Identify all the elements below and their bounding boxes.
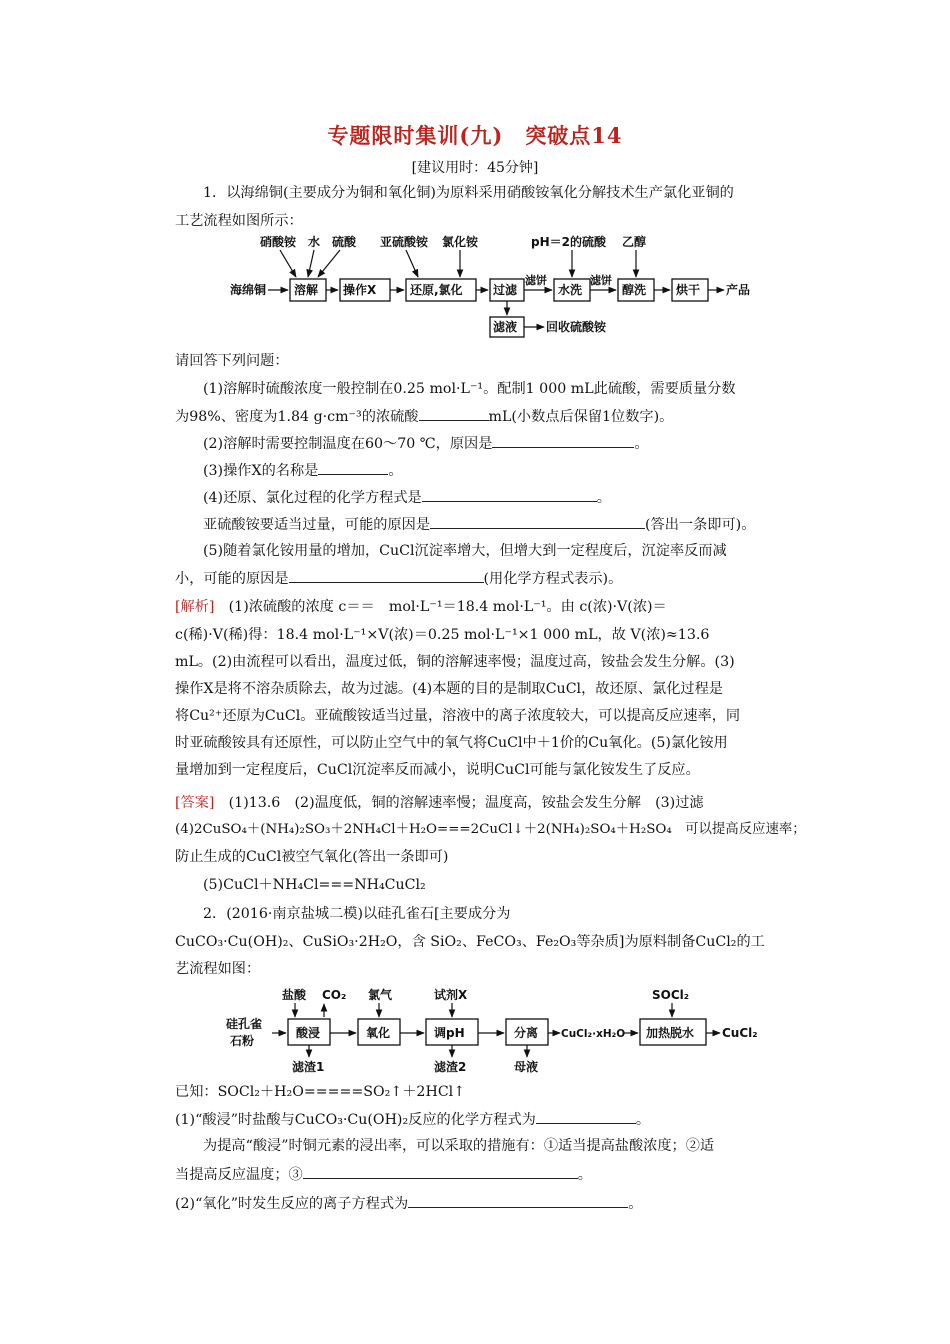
q1-part2: (2)溶解时需要控制温度在60～70 ℃，原因是 。 xyxy=(203,433,649,454)
flow2-mid: CuCl₂·xH₂O xyxy=(561,1028,626,1040)
flow1-step-alcwash-label: 醇洗 xyxy=(622,283,647,297)
answer-blank[interactable] xyxy=(408,1193,628,1208)
flow1-input-ammonium-sulfite: 亚硫酸铵 xyxy=(380,235,429,249)
flow1-input-water: 水 xyxy=(308,235,321,249)
flow2-residue2: 滤渣2 xyxy=(434,1060,467,1074)
q2-flow-diagram xyxy=(222,985,782,1077)
flow2-input-socl2: SOCl₂ xyxy=(652,988,690,1002)
q1-part3: (3)操作X的名称是 。 xyxy=(203,460,403,481)
answer-blank[interactable] xyxy=(422,487,597,502)
flow2-mother-liquor: 母液 xyxy=(514,1060,539,1074)
flow1-start: 海绵铜 xyxy=(230,283,267,297)
flow1-input-ph2-sulfuric: pH＝2的硫酸 xyxy=(531,235,606,249)
flow1-input-ethanol: 乙醇 xyxy=(622,235,647,249)
flow2-residue1: 滤渣1 xyxy=(292,1060,325,1074)
analysis-line5: 将Cu²⁺还原为CuCl。亚硫酸铵适当过量，溶液中的离子浓度较大，可以提高反应速率，同 xyxy=(175,708,741,724)
q2-stem-line2: CuCO₃·Cu(OH)₂、CuSiO₃·2H₂O，含 SiO₂、FeCO₃、Fe₂O₃等杂质]为原料制备CuCl₂的工 xyxy=(175,934,765,950)
flow2-step-dehydrate-label: 加热脱水 xyxy=(646,1026,695,1040)
flow1-filtrate: 滤液 xyxy=(493,320,518,334)
analysis-line7: 量增加到一定程度后，CuCl沉淀率反而减小，说明CuCl可能与氯化铵发生了反应。 xyxy=(175,762,700,778)
q1-part1-line2: 为98%、密度为1.84 g·cm⁻³的浓硫酸 mL(小数点后保留1位数字)。 xyxy=(175,406,673,427)
analysis-tag: [解析] xyxy=(175,599,215,615)
q1-part5-line1: (5)随着氯化铵用量的增加，CuCl沉淀率增大，但增大到一定程度后，沉淀率反而减 xyxy=(203,543,727,559)
q1-prompt: 请回答下列问题： xyxy=(175,353,289,369)
flow1-cake2: 滤饼 xyxy=(590,274,612,287)
flow1-step-filter-label: 过滤 xyxy=(493,283,518,297)
q2-stem-line3: 艺流程如图： xyxy=(175,961,261,977)
answer-blank[interactable] xyxy=(318,460,388,475)
flow2-step-oxidize-label: 氧化 xyxy=(366,1026,391,1040)
analysis-line1: [解析] (1)浓硫酸的浓度 c＝＝ mol·L⁻¹＝18.4 mol·L⁻¹。由 c(浓)·V(浓)＝ xyxy=(175,599,667,615)
flow2-start-line2: 石粉 xyxy=(230,1034,255,1048)
flow1-product: 产品 xyxy=(726,283,751,297)
flow1-step-opx-label: 操作X xyxy=(343,283,377,297)
q2-part2: (2)“氧化”时发生反应的离子方程式为 。 xyxy=(175,1193,642,1214)
flow2-input-hcl: 盐酸 xyxy=(282,988,307,1002)
answer-line4: (5)CuCl＋NH₄Cl===NH₄CuCl₂ xyxy=(203,877,426,893)
analysis-line4: 操作X是将不溶杂质除去，故为过滤。(4)本题的目的是制取CuCl，故还原、氯化过程是 xyxy=(175,681,723,697)
answer-blank[interactable] xyxy=(419,406,489,421)
flow1-input-sulfuric: 硫酸 xyxy=(332,235,357,249)
q2-part1-measures-line2: 当提高反应温度；③ 。 xyxy=(175,1164,592,1185)
suggested-time: [建议用时：45分钟] xyxy=(411,160,539,176)
answer-blank[interactable] xyxy=(303,1164,578,1179)
answer-tag: [答案] xyxy=(175,795,215,811)
flow1-recover: 回收硫酸铵 xyxy=(546,320,607,334)
q1-stem-line2: 工艺流程如图所示： xyxy=(175,213,303,229)
flow1-step-wash-label: 水洗 xyxy=(558,283,583,297)
flow2-product: CuCl₂ xyxy=(722,1026,758,1040)
flow2-input-reagent-x: 试剂X xyxy=(434,988,468,1002)
analysis-line3: mL。(2)由流程可以看出，温度过低，铜的溶解速率慢；温度过高，铵盐会发生分解。(3) xyxy=(175,654,735,670)
q1-part1-line1: (1)溶解时硫酸浓度一般控制在0.25 mol·L⁻¹。配制1 000 mL此硫酸，需要质量分数 xyxy=(203,381,736,397)
analysis-line6: 时亚硫酸铵具有还原性，可以防止空气中的氧气将CuCl中＋1价的Cu氧化。(5)氯化铵用 xyxy=(175,735,728,751)
q1-stem-line1: 1．以海绵铜(主要成分为铜和氧化铜)为原料采用硝酸铵氧化分解技术生产氯化亚铜的 xyxy=(203,185,734,201)
flow2-step-adjust-ph-label: 调pH xyxy=(434,1026,465,1040)
flow1-step-reduce-label: 还原,氯化 xyxy=(410,283,463,297)
answer-blank[interactable] xyxy=(536,1109,636,1124)
q1-flow-diagram xyxy=(228,232,758,344)
answer-line3: 防止生成的CuCl被空气氧化(答出一条即可) xyxy=(175,849,449,865)
flow1-step-dissolve-label: 溶解 xyxy=(294,283,319,297)
answer-blank[interactable] xyxy=(430,514,645,529)
flow1-input-ammonium-nitrate: 硝酸铵 xyxy=(260,235,297,249)
q2-known: 已知：SOCl₂＋H₂O=====SO₂↑＋2HCl↑ xyxy=(175,1084,466,1100)
q1-part4-reason: 亚硫酸铵要适当过量，可能的原因是 (答出一条即可)。 xyxy=(203,514,755,535)
q2-part1-measures-line1: 为提高“酸浸”时铜元素的浸出率，可以采取的措施有：①适当提高盐酸浓度；②适 xyxy=(203,1138,715,1154)
answer-blank[interactable] xyxy=(492,433,634,448)
flow2-step-separate-label: 分离 xyxy=(514,1026,539,1040)
flow2-step-acid-leach-label: 酸浸 xyxy=(296,1026,321,1040)
q1-part5-line2: 小，可能的原因是 (用化学方程式表示)。 xyxy=(175,568,622,589)
q2-part1: (1)“酸浸”时盐酸与CuCO₃·Cu(OH)₂反应的化学方程式为 。 xyxy=(175,1109,650,1130)
analysis-line2: c(稀)·V(稀)得：18.4 mol·L⁻¹×V(浓)＝0.25 mol·L⁻¹×1 000 mL，故 V(浓)≈13.6 xyxy=(175,627,710,643)
answer-line1: [答案] (1)13.6 (2)温度低，铜的溶解速率慢；温度高，铵盐会发生分解 (3)过滤 xyxy=(175,795,704,811)
flow1-cake1: 滤饼 xyxy=(525,274,547,287)
answer-blank[interactable] xyxy=(289,568,484,583)
flow2-start-line1: 硅孔雀 xyxy=(226,1017,263,1031)
q1-part4: (4)还原、氯化过程的化学方程式是 。 xyxy=(203,487,611,508)
flow2-input-chlorine: 氯气 xyxy=(368,988,393,1002)
flow2-output-co2: CO₂ xyxy=(322,988,347,1002)
answer-line2: (4)2CuSO₄＋(NH₄)₂SO₃＋2NH₄Cl＋H₂O===2CuCl↓＋2(NH₄)₂SO₄＋H₂SO₄ 可以提高反应速率； xyxy=(175,822,806,837)
q2-stem-line1: 2．(2016·南京盐城二模)以硅孔雀石[主要成分为 xyxy=(203,906,511,922)
flow1-input-ammonium-chloride: 氯化铵 xyxy=(442,235,479,249)
flow1-step-dry-label: 烘干 xyxy=(676,283,701,297)
page-title: 专题限时集训(九) 突破点14 xyxy=(327,123,623,148)
